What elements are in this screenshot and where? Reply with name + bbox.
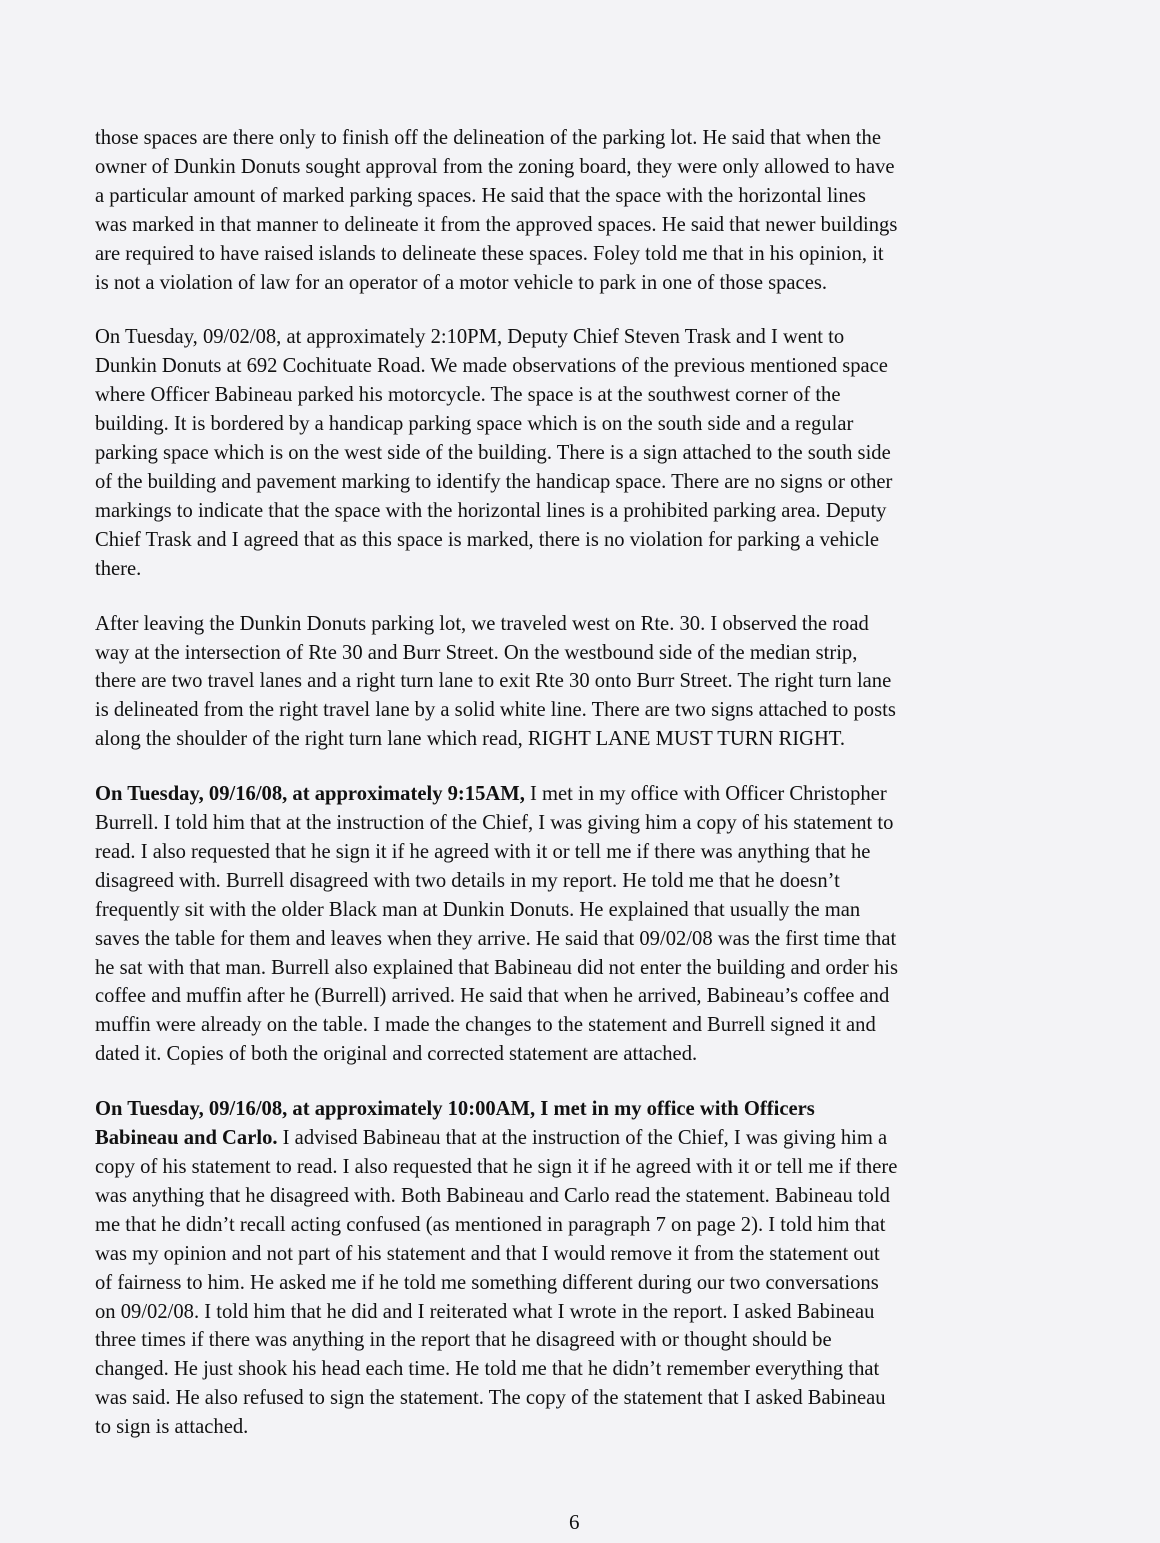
text-segment: of the building and pavement marking to identify the handicap space. There are no signs or other [95, 470, 893, 493]
paragraph-5 [95, 1095, 1080, 1442]
text-segment: are required to have raised islands to delineate these spaces. Foley told me that in his opinion, it [95, 242, 884, 265]
text-segment: dated it. Copies of both the original and corrected statement are attached. [95, 1043, 698, 1066]
bold-text-segment: Babineau and Carlo. [95, 1127, 278, 1150]
text-line [95, 725, 1080, 754]
text-line [95, 1298, 1080, 1327]
text-line [95, 1211, 1080, 1240]
text-line [95, 954, 1080, 983]
text-line [95, 1124, 1080, 1153]
text-line [95, 696, 1080, 725]
text-line [95, 497, 1080, 526]
document-body [95, 124, 1080, 1468]
text-line [95, 468, 1080, 497]
text-line [95, 1355, 1080, 1384]
text-line [95, 323, 1080, 352]
text-line [95, 1182, 1080, 1211]
text-segment: Burrell. I told him that at the instruction of the Chief, I was giving him a copy of his statement to [95, 812, 894, 835]
text-segment: On Tuesday, 09/02/08, at approximately 2:10PM, Deputy Chief Steven Trask and I went to [95, 326, 845, 349]
text-segment: along the shoulder of the right turn lane which read, RIGHT LANE MUST TURN RIGHT. [95, 728, 846, 751]
text-segment: where Officer Babineau parked his motorcycle. The space is at the southwest corner of the [95, 384, 841, 407]
paragraph-1 [95, 124, 1080, 297]
page-number: 6 [569, 1510, 580, 1534]
text-line [95, 896, 1080, 925]
text-line [95, 410, 1080, 439]
text-line [95, 182, 1080, 211]
text-segment: owner of Dunkin Donuts sought approval from the zoning board, they were only allowed to have [95, 155, 895, 178]
text-segment: changed. He just shook his head each time. He told me that he didn’t remember everything that [95, 1358, 880, 1381]
text-line [95, 352, 1080, 381]
text-line [95, 526, 1080, 555]
text-line [95, 1011, 1080, 1040]
text-line [95, 925, 1080, 954]
bold-text-segment: On Tuesday, 09/16/08, at approximately 10:00AM, I met in my office with Officers [95, 1098, 815, 1121]
text-segment: of fairness to him. He asked me if he told me something different during our two conversations [95, 1271, 879, 1294]
text-segment: those spaces are there only to finish off the delineation of the parking lot. He said that when the [95, 127, 881, 149]
text-segment: there. [95, 557, 142, 580]
text-line [95, 381, 1080, 410]
text-segment: copy of his statement to read. I also requested that he sign it if he agreed with it or tell me if there [95, 1156, 898, 1178]
text-line [95, 1095, 1080, 1124]
bold-text-segment: On Tuesday, 09/16/08, at approximately 9:15AM, [95, 783, 525, 806]
paragraph-2 [95, 323, 1080, 583]
text-line [95, 1384, 1080, 1413]
text-line [95, 809, 1080, 838]
text-line [95, 1040, 1080, 1069]
text-line [95, 1413, 1080, 1442]
text-segment: a particular amount of marked parking spaces. He said that the space with the horizontal lines [95, 184, 866, 207]
text-segment: me that he didn’t recall acting confused (as mentioned in paragraph 7 on page 2). I told him that [95, 1213, 886, 1236]
text-segment: After leaving the Dunkin Donuts parking lot, we traveled west on Rte. 30. I observed the road [95, 612, 869, 635]
text-segment: was anything that he disagreed with. Both Babineau and Carlo read the statement. Babineau told [95, 1184, 890, 1207]
text-line [95, 867, 1080, 896]
text-segment: Dunkin Donuts at 692 Cochituate Road. We made observations of the previous mentioned space [95, 355, 888, 378]
text-segment: was marked in that manner to delineate it from the approved spaces. He said that newer buildings [95, 213, 898, 236]
text-segment: markings to indicate that the space with the horizontal lines is a prohibited parking area. Deputy [95, 499, 887, 522]
paragraph-4 [95, 780, 1080, 1069]
text-segment: I advised Babineau that at the instruction of the Chief, I was giving him a [277, 1127, 888, 1150]
text-line [95, 780, 1080, 809]
text-line [95, 153, 1080, 182]
text-segment: is delineated from the right travel lane by a solid white line. There are two signs attached to posts [95, 699, 896, 722]
text-segment: Chief Trask and I agreed that as this space is marked, there is no violation for parking a vehicle [95, 528, 880, 551]
text-segment: muffin were already on the table. I made the changes to the statement and Burrell signed it and [95, 1014, 876, 1037]
text-segment: way at the intersection of Rte 30 and Burr Street. On the westbound side of the median strip, [95, 641, 858, 664]
text-segment: was my opinion and not part of his statement and that I would remove it from the statement out [95, 1242, 880, 1265]
text-segment: saves the table for them and leaves when they arrive. He said that 09/02/08 was the first time that [95, 927, 897, 950]
text-line [95, 838, 1080, 867]
text-segment: on 09/02/08. I told him that he did and I reiterated what I wrote in the report. I asked Babineau [95, 1300, 875, 1323]
text-segment: three times if there was anything in the report that he disagreed with or thought should be [95, 1329, 832, 1352]
text-line [95, 439, 1080, 468]
text-segment: to sign is attached. [95, 1416, 249, 1439]
text-line [95, 211, 1080, 240]
text-segment: there are two travel lanes and a right turn lane to exit Rte 30 onto Burr Street. The right turn lane [95, 670, 892, 693]
text-segment: is not a violation of law for an operator of a motor vehicle to park in one of those spaces. [95, 271, 828, 294]
text-segment: he sat with that man. Burrell also explained that Babineau did not enter the building and order his [95, 956, 898, 979]
text-line [95, 240, 1080, 269]
text-line [95, 1153, 1080, 1182]
text-line [95, 639, 1080, 668]
text-line [95, 269, 1080, 298]
text-segment: I met in my office with Officer Christopher [524, 783, 887, 806]
text-line [95, 1240, 1080, 1269]
text-segment: building. It is bordered by a handicap parking space which is on the south side and a regular [95, 413, 854, 436]
paragraph-3 [95, 610, 1080, 755]
text-line [95, 982, 1080, 1011]
text-segment: coffee and muffin after he (Burrell) arrived. He said that when he arrived, Babineau’s coffee and [95, 985, 890, 1008]
text-line [95, 1326, 1080, 1355]
text-line [95, 667, 1080, 696]
text-segment: was said. He also refused to sign the statement. The copy of the statement that I asked Babineau [95, 1387, 886, 1410]
text-segment: read. I also requested that he sign it if he agreed with it or tell me if there was anything that he [95, 840, 871, 863]
text-line [95, 555, 1080, 584]
text-line [95, 124, 1080, 153]
text-line [95, 1269, 1080, 1298]
text-segment: disagreed with. Burrell disagreed with two details in my report. He told me that he doesn’t [95, 869, 840, 892]
text-segment: parking space which is on the west side of the building. There is a sign attached to the south side [95, 442, 891, 465]
text-segment: frequently sit with the older Black man at Dunkin Donuts. He explained that usually the man [95, 898, 861, 921]
text-line [95, 610, 1080, 639]
